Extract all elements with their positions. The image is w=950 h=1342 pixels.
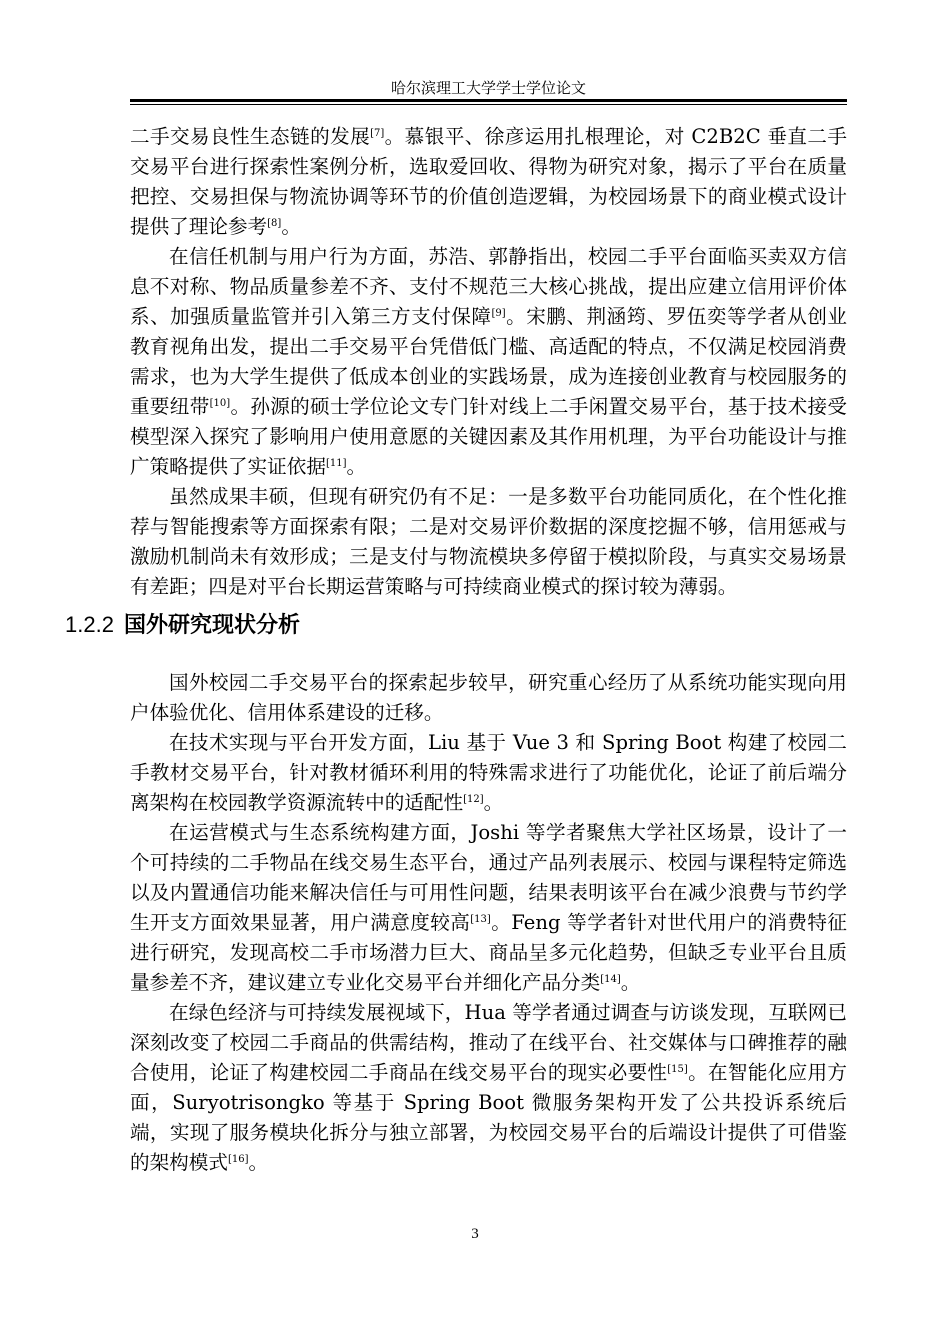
paragraph-text: 。 [346,455,367,478]
header-rule-thick [130,99,847,102]
paragraph [130,998,847,1178]
paragraph-text: 。 [620,971,641,994]
paragraph [130,482,847,602]
paragraph-text: 。慕银平、徐彦运用扎根理论，对 C2B2C 垂直二手交易平台进行探索性案例分析，选取爱回收、得物为研究对象，揭示了平台在质量把控、交易担保与物流协调等环节的价值创造逻辑，为校园场景下的商业模式设计提供了理论参考 [130,125,847,238]
paragraph-text: 。 [281,215,301,238]
paragraph-text: 。在智能化应用方面，Suryotrisongko 等基于 Spring Boot 微服务架构开发了公共投诉系统后端，实现了服务模块化拆分与独立部署，为校园交易平台的后端设计提供了可借鉴的架构模式 [130,1061,848,1174]
paragraph-text: 在信任机制与用户行为方面，苏浩、郭静指出，校园二手平台面临买卖双方信息不对称、物品质量参差不齐、支付不规范三大核心挑战，提出应建立信用评价体系、加强质量监管并引入第三方支付保障 [130,245,847,328]
paragraph-text: 。 [248,1151,269,1174]
paragraph-text: 虽然成果丰硕，但现有研究仍有不足：一是多数平台功能同质化，在个性化推荐与智能搜索等方面探索有限；二是对交易评价数据的深度挖掘不够，信用惩戒与激励机制尚未有效形成；三是支付与物流模块多停留于模拟阶段，与真实交易场景有差距；四是对平台长期运营策略与可持续商业模式的探讨较为薄弱。 [130,485,847,598]
section-number: 1.2.2 [65,612,114,637]
citation: [9] [491,308,506,319]
citation: [11] [325,458,347,469]
paragraph-text: 。宋鹏、荆涵筠、罗伍奕等学者从创业教育视角出发，提出二手交易平台凭借低门槛、高适配的特点，不仅满足校园消费需求，也为大学生提供了低成本创业的实践场景，成为连接创业教育与校园服务的重要纽带 [130,305,848,418]
citation: [12] [463,794,484,805]
citation: [16] [227,1154,249,1165]
section-heading [65,608,300,643]
paragraph-text: 。孙源的硕士学位论文专门针对线上二手闲置交易平台，基于技术接受模型深入探究了影响用户使用意愿的关键因素及其作用机理，为平台功能设计与推广策略提供了实证依据 [130,395,848,478]
citation: [13] [470,914,491,925]
section-1-2-2-body [130,668,847,1178]
paragraph-text: 。Feng 等学者针对世代用户的消费特征进行研究，发现高校二手市场潜力巨大、商品呈多元化趋势，但缺乏专业平台且质量参差不齐，建议建立专业化交易平台并细化产品分类 [130,911,847,994]
paragraph [130,728,847,818]
citation: [14] [600,974,621,985]
paragraph-text: 在绿色经济与可持续发展视域下，Hua 等学者通过调查与访谈发现，互联网已深刻改变了校园二手商品的供需结构，推动了在线平台、社交媒体与口碑推荐的融合使用，论证了构建校园二手商品在线交易平台的现实必要性 [130,1001,847,1084]
running-header: 哈尔滨理工大学学士学位论文 [390,79,586,97]
citation: [15] [667,1064,688,1075]
paragraph [130,668,847,728]
citation: [7] [370,128,385,139]
paragraph-text: 在运营模式与生态系统构建方面，Joshi 等学者聚焦大学社区场景，设计了一个可持续的二手物品在线交易生态平台，通过产品列表展示、校园与课程特定筛选以及内置通信功能来解决信任与可用性问题，结果表明该平台在减少浪费与节约学生开支方面效果显著，用户满意度较高 [130,821,847,934]
paragraph [130,242,847,482]
header-rule-thin [130,104,847,105]
citation: [8] [267,218,282,229]
section-1-2-1-body [130,122,847,602]
paragraph [130,818,847,998]
paragraph-text: 。 [483,791,504,814]
paragraph-text: 国外校园二手交易平台的探索起步较早，研究重心经历了从系统功能实现向用户体验优化、信用体系建设的迁移。 [130,671,847,724]
paragraph-text: 在技术实现与平台开发方面，Liu 基于 Vue 3 和 Spring Boot 构建了校园二手教材交易平台，针对教材循环利用的特殊需求进行了功能优化，论证了前后端分离架构在校园教学资源流转中的适配性 [130,731,847,814]
paragraph [130,122,847,242]
page-number: 3 [471,1226,479,1242]
citation: [10] [209,398,231,409]
paragraph-text: 二手交易良性生态链的发展 [130,125,371,148]
section-title: 国外研究现状分析 [123,613,300,638]
